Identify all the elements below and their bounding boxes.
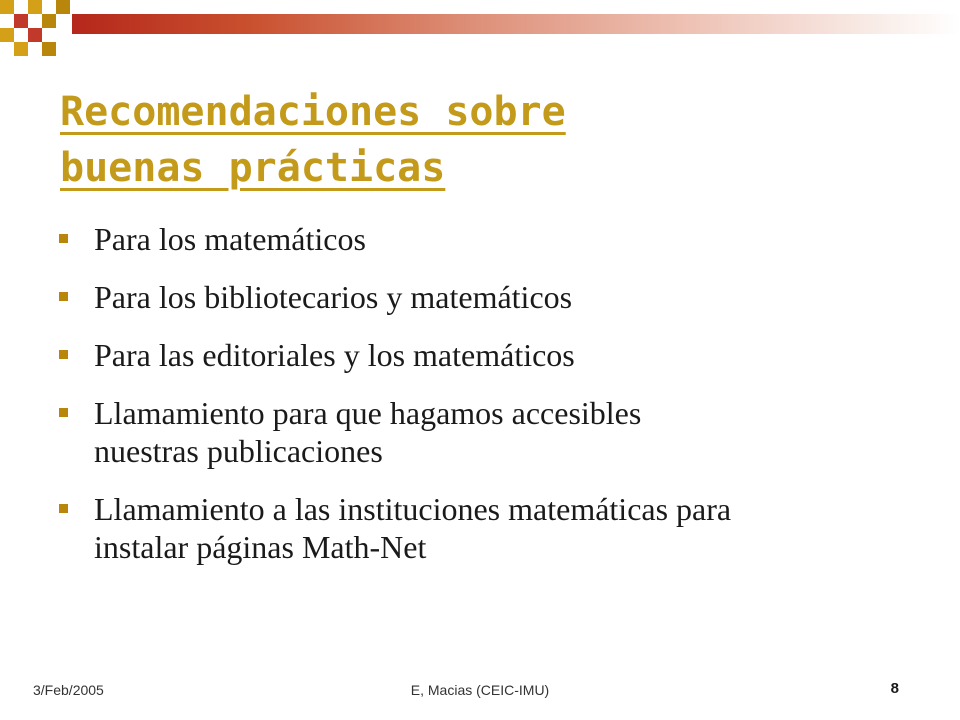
bullet-text: Para los matemáticos [94,221,366,257]
bullet-list [56,220,916,586]
header-decoration-square [56,0,70,14]
header-decoration-square [0,28,14,42]
slide-title-line: Recomendaciones sobre [60,89,566,135]
bullet-item [56,278,916,316]
header-decoration-square [42,42,56,56]
square-bullet-icon [59,504,68,513]
header-gradient-stripe [72,14,960,34]
bullet-text: Llamamiento para que hagamos accesibles [94,395,642,431]
bullet-text-continuation: instalar páginas Math-Net [94,529,427,565]
bullet-item [56,220,916,258]
bullet-text-continuation: nuestras publicaciones [94,433,383,469]
bullet-item [56,394,916,470]
square-bullet-icon [59,408,68,417]
header-decoration-square [14,14,28,28]
header-decoration-square [28,0,42,14]
bullet-item [56,336,916,374]
header-decoration-square [28,28,42,42]
slide-title [60,84,920,196]
header-decoration-square [14,42,28,56]
footer-date: 3/Feb/2005 [33,682,104,698]
bullet-item [56,490,916,566]
bullet-text: Para los bibliotecarios y matemáticos [94,279,573,315]
square-bullet-icon [59,234,68,243]
header-decoration-square [0,0,14,14]
header-decoration-square [42,14,56,28]
slide-number: 8 [890,680,899,697]
footer-author: E, Macias (CEIC-IMU) [410,682,550,698]
bullet-text: Llamamiento a las instituciones matemáticas para [94,491,732,527]
square-bullet-icon [59,292,68,301]
slide-title-line: buenas prácticas [60,145,446,191]
square-bullet-icon [59,350,68,359]
bullet-text: Para las editoriales y los matemáticos [94,337,575,373]
